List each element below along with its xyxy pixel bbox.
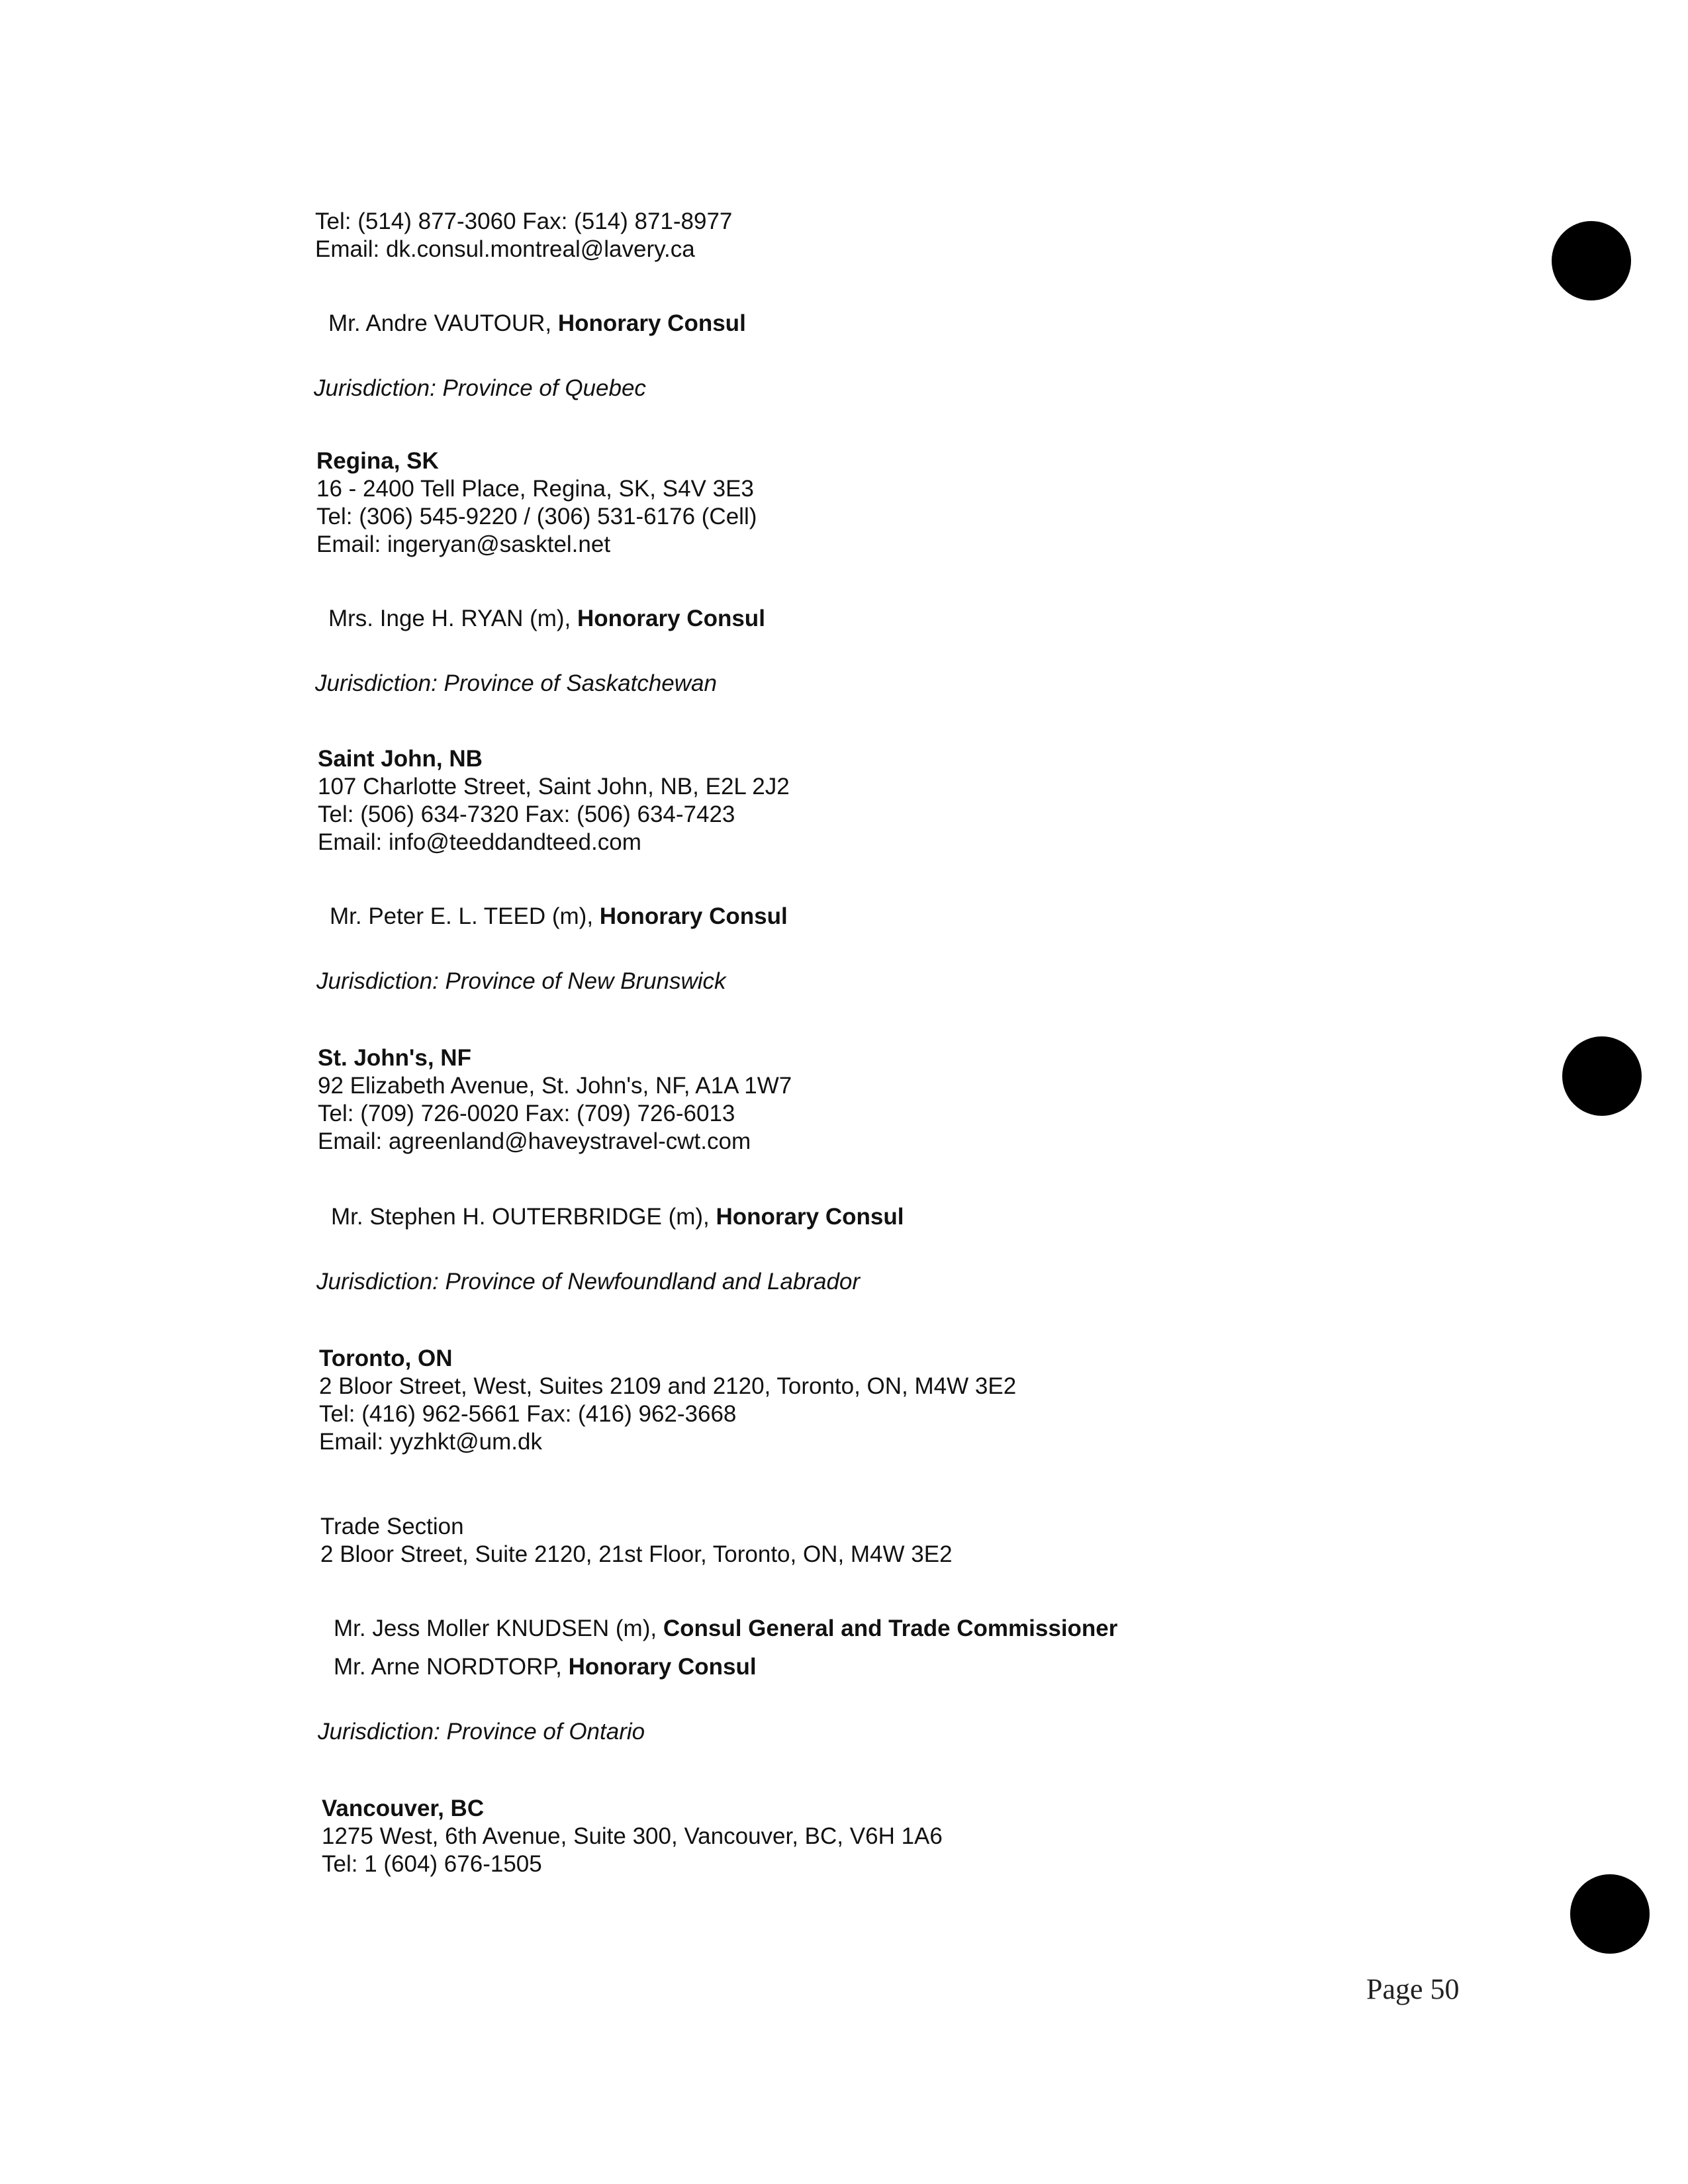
saint-john-email: Email: info@teeddandteed.com: [318, 829, 641, 855]
consul-title: Honorary Consul: [557, 310, 746, 336]
saint-john-jurisdiction: Jurisdiction: Province of New Brunswick: [316, 968, 726, 994]
toronto-address: 2 Bloor Street, West, Suites 2109 and 2120, Toronto, ON, M4W 3E2: [319, 1373, 1017, 1399]
toronto-honorary-consul: [334, 1653, 757, 1681]
regina-email: Email: ingeryan@sasktel.net: [316, 531, 611, 557]
consul-name: Mr. Andre VAUTOUR,: [328, 310, 552, 336]
saint-john-city-heading: Saint John, NB: [318, 746, 483, 772]
st-johns-tel: Tel: (709) 726-0020 Fax: (709) 726-6013: [318, 1101, 735, 1126]
st-johns-email: Email: agreenland@haveystravel-cwt.com: [318, 1128, 751, 1154]
consul-name: Mr. Stephen H. OUTERBRIDGE (m),: [331, 1204, 710, 1230]
punch-hole: [1570, 1874, 1650, 1954]
consul-title: Honorary Consul: [599, 903, 788, 929]
consul-name: Mrs. Inge H. RYAN (m),: [328, 606, 571, 631]
regina-jurisdiction: Jurisdiction: Province of Saskatchewan: [315, 670, 717, 696]
consul-title: Honorary Consul: [716, 1204, 904, 1230]
punch-hole: [1562, 1036, 1642, 1116]
toronto-consul-general: [334, 1615, 1117, 1643]
saint-john-tel: Tel: (506) 634-7320 Fax: (506) 634-7423: [318, 801, 735, 827]
regina-consul: [328, 605, 765, 633]
page-number: Page 50: [1366, 1973, 1460, 2005]
consul-name: Mr. Arne NORDTORP,: [334, 1654, 562, 1680]
consul-title: Consul General and Trade Commissioner: [663, 1615, 1118, 1641]
saint-john-address: 107 Charlotte Street, Saint John, NB, E2L 2J2: [318, 774, 790, 799]
toronto-email: Email: yyzhkt@um.dk: [319, 1429, 542, 1455]
st-johns-address: 92 Elizabeth Avenue, St. John's, NF, A1A 1W7: [318, 1073, 792, 1099]
st-johns-city-heading: St. John's, NF: [318, 1045, 471, 1071]
regina-tel: Tel: (306) 545-9220 / (306) 531-6176 (Cell): [316, 504, 757, 529]
montreal-jurisdiction: Jurisdiction: Province of Quebec: [314, 375, 646, 401]
regina-city-heading: Regina, SK: [316, 448, 439, 474]
toronto-tel: Tel: (416) 962-5661 Fax: (416) 962-3668: [319, 1401, 737, 1427]
toronto-city-heading: Toronto, ON: [319, 1345, 453, 1371]
montreal-consul: [328, 310, 746, 338]
consul-name: Mr. Peter E. L. TEED (m),: [330, 903, 594, 929]
st-johns-consul: [331, 1203, 904, 1231]
vancouver-address: 1275 West, 6th Avenue, Suite 300, Vancouver, BC, V6H 1A6: [322, 1823, 943, 1849]
consul-title: Honorary Consul: [568, 1654, 757, 1680]
toronto-trade-address: 2 Bloor Street, Suite 2120, 21st Floor, Toronto, ON, M4W 3E2: [320, 1541, 953, 1567]
montreal-tel: Tel: (514) 877-3060 Fax: (514) 871-8977: [315, 208, 733, 234]
toronto-jurisdiction: Jurisdiction: Province of Ontario: [318, 1719, 645, 1745]
st-johns-jurisdiction: Jurisdiction: Province of Newfoundland and Labrador: [316, 1269, 861, 1295]
consul-name: Mr. Jess Moller KNUDSEN (m),: [334, 1615, 657, 1641]
saint-john-consul: [330, 903, 788, 931]
vancouver-tel: Tel: 1 (604) 676-1505: [322, 1851, 542, 1877]
punch-hole: [1552, 221, 1631, 300]
vancouver-city-heading: Vancouver, BC: [322, 1796, 485, 1821]
montreal-email: Email: dk.consul.montreal@lavery.ca: [315, 236, 695, 262]
regina-address: 16 - 2400 Tell Place, Regina, SK, S4V 3E3: [316, 476, 754, 502]
consul-title: Honorary Consul: [577, 606, 765, 631]
toronto-trade-section: Trade Section: [320, 1514, 464, 1539]
